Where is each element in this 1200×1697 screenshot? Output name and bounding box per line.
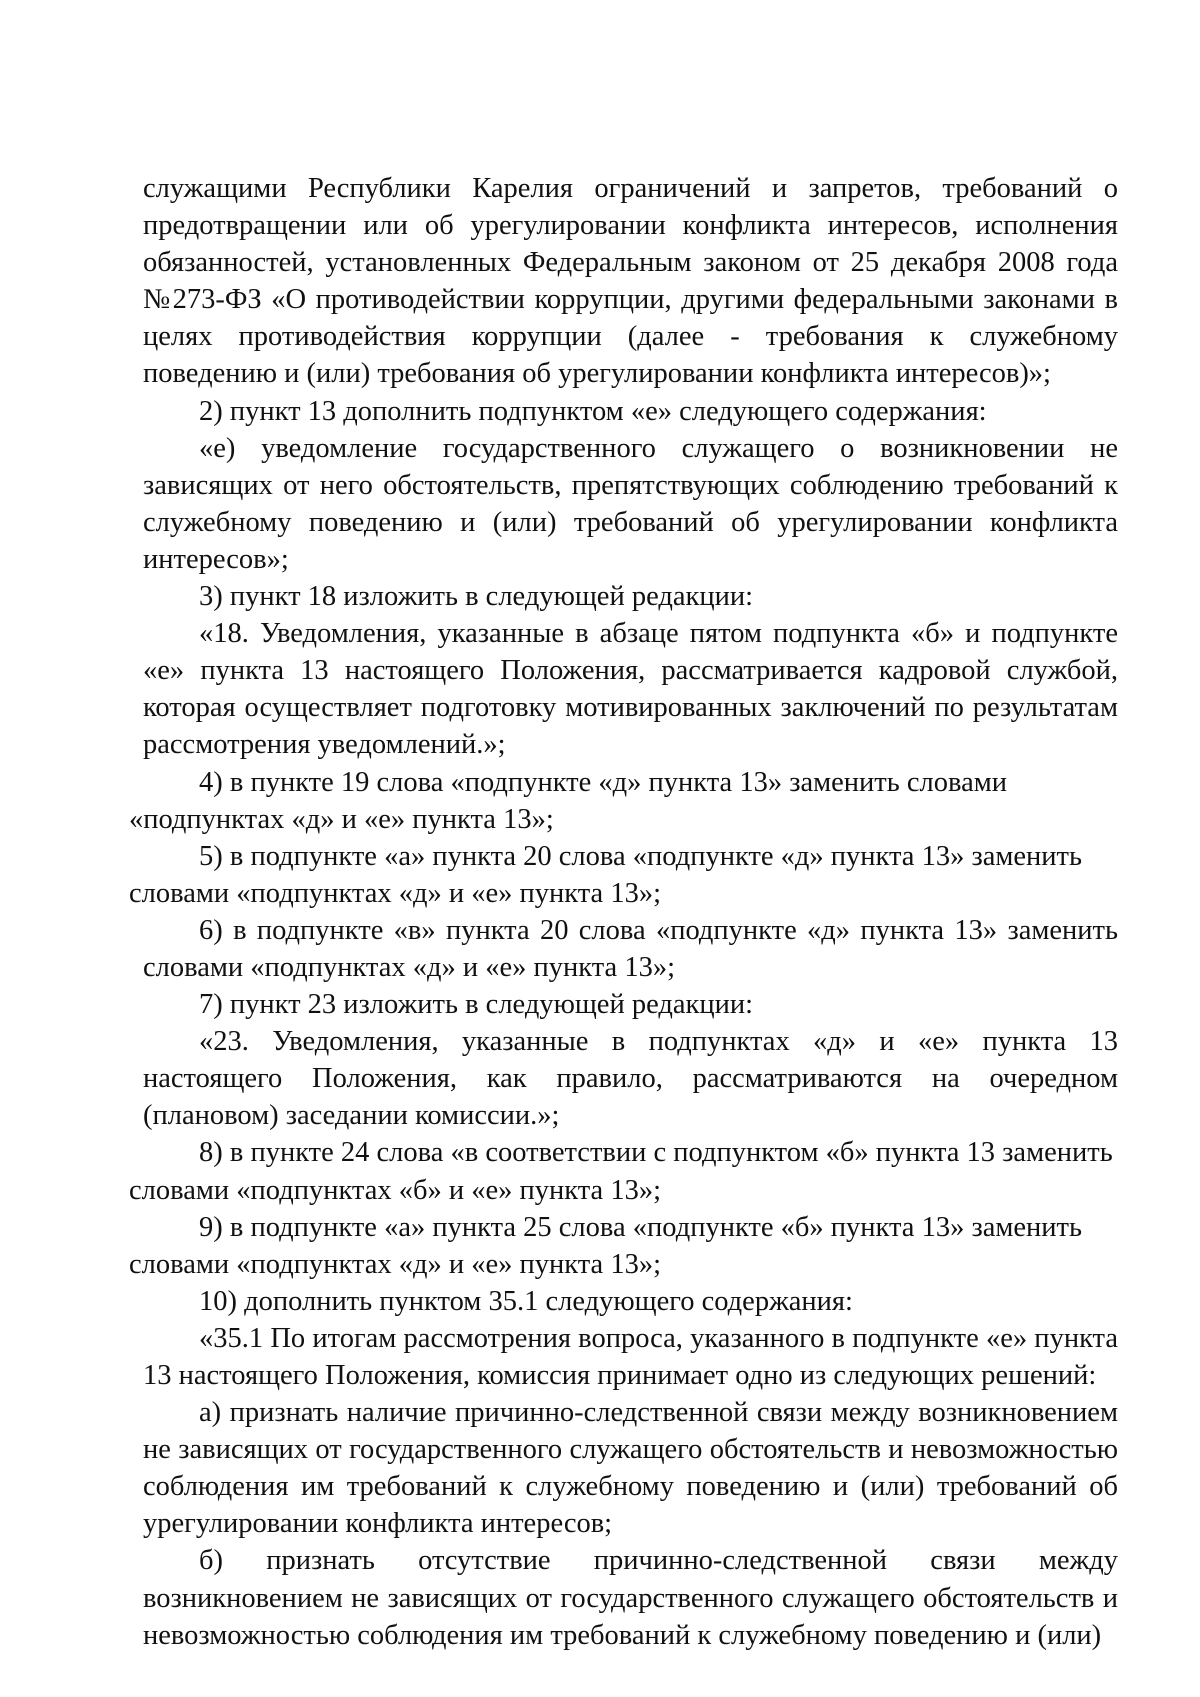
paragraph-item-5: 5) в подпункте «а» пункта 20 слова «подпункте «д» пункта 13» заменить [199,840,1082,872]
paragraph-subitem-e: «е) уведомление государственного служащего о возникновении не зависящих от него обстоятельств, препятствующих соблюдению требований к служебному поведению и (или) требований об урегулировании конфликта интересов»; [143,432,1118,575]
paragraph-point-35-1: «35.1 По итогам рассмотрения вопроса, указанного в подпункте «е» пункта 13 настоящего Положения, комиссия принимает одно из следующих решений: [143,1322,1118,1391]
paragraph-item-7: 7) пункт 23 изложить в следующей редакции: [199,989,754,1021]
paragraph-item-10: 10) дополнить пунктом 35.1 следующего содержания: [199,1285,853,1317]
document-body [129,170,1118,1654]
paragraph-item-5-continuation: словами «подпунктах «д» и «е» пункта 13»; [129,877,661,909]
paragraph-item-3: 3) пункт 18 изложить в следующей редакции: [199,581,754,613]
paragraph-item-6: 6) в подпункте «в» пункта 20 слова «подпункте «д» пункта 13» заменить словами «подпунктах «д» и «е» пункта 13»; [143,914,1118,983]
paragraph-item-8-continuation: словами «подпунктах «б» и «е» пункта 13»; [129,1174,661,1206]
paragraph-point-23: «23. Уведомления, указанные в подпунктах «д» и «е» пункта 13 настоящего Положения, как правило, рассматриваются на очередном (плановом) заседании комиссии.»; [143,1026,1118,1132]
paragraph-decision-a: а) признать наличие причинно-следственной связи между возникновением не зависящих от государственного служащего обстоятельств и невозможностью соблюдения им требований к служебному поведению и (или) требований об урегулировании конфликта интересов; [143,1397,1118,1540]
paragraph-decision-b: б) признать отсутствие причинно-следственной связи между возникновением не зависящих от государственного служащего обстоятельств и невозможностью соблюдения им требований к служебному поведению и (или) [143,1545,1118,1651]
paragraph-item-9-continuation: словами «подпунктах «д» и «е» пункта 13»; [129,1248,661,1280]
paragraph-point-18: «18. Уведомления, указанные в абзаце пятом подпункта «б» и подпункте «е» пункта 13 настоящего Положения, рассматривается кадровой службой, которая осуществляет подготовку мотивированных заключений по результатам рассмотрения уведомлений.»; [143,618,1118,761]
paragraph-item-9: 9) в подпункте «а» пункта 25 слова «подпункте «б» пункта 13» заменить [199,1211,1082,1243]
paragraph-continuation: служащими Республики Карелия ограничений и запретов, требований о предотвращении или об урегулировании конфликта интересов, исполнения обязанностей, установленных Федеральным законом от 25 декабря 2008 года №273-ФЗ «О противодействии коррупции, другими федеральными законами в целях противодействия коррупции (далее - требования к служебному поведению и (или) требования об урегулировании конфликта интересов)»; [143,173,1118,390]
paragraph-item-4: 4) в пункте 19 слова «подпункте «д» пункта 13» заменить словами [199,766,1008,798]
paragraph-item-4-continuation: «подпунктах «д» и «е» пункта 13»; [129,803,554,835]
paragraph-item-8: 8) в пункте 24 слова «в соответствии с подпунктом «б» пункта 13 заменить [199,1137,1113,1169]
paragraph-item-2: 2) пункт 13 дополнить подпунктом «е» следующего содержания: [199,395,987,427]
